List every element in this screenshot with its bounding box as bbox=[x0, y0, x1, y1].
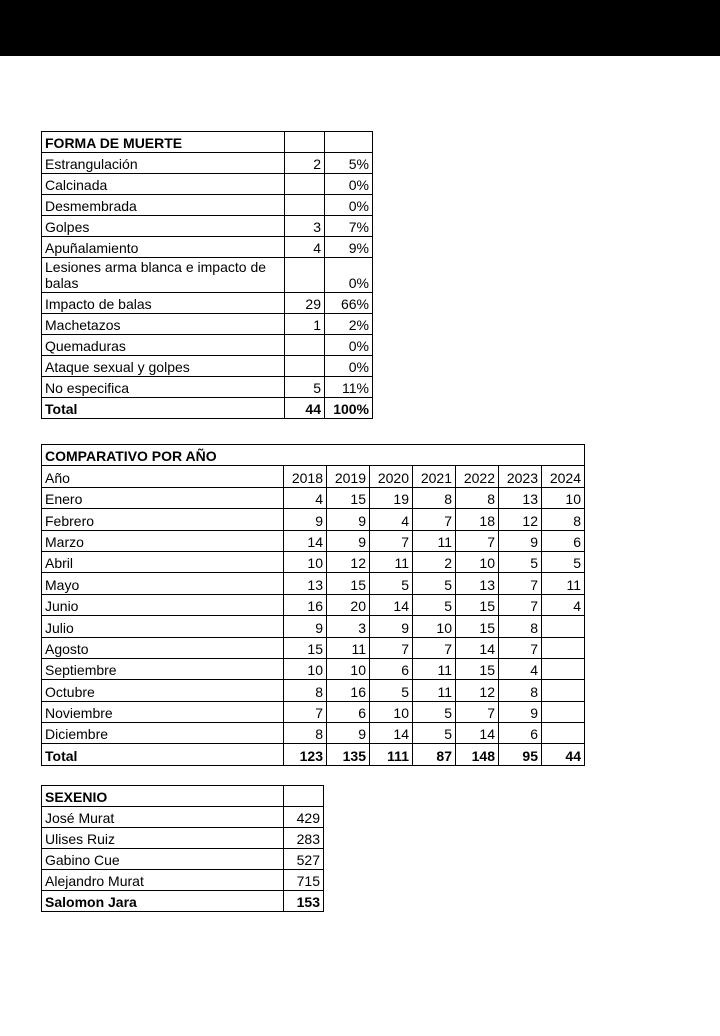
month-value: 5 bbox=[542, 551, 585, 572]
table-row bbox=[42, 616, 585, 637]
table-row bbox=[42, 509, 585, 530]
table-row: Ataque sexual y golpes 0% bbox=[42, 356, 373, 377]
table-row: Gabino Cue 527 bbox=[42, 849, 324, 870]
table-row bbox=[42, 680, 585, 701]
month-label: Marzo bbox=[42, 530, 284, 551]
table-row bbox=[42, 487, 585, 508]
month-value: 6 bbox=[327, 701, 370, 722]
month-value: 16 bbox=[284, 594, 327, 615]
comparativo-title: COMPARATIVO POR AÑO bbox=[42, 445, 585, 466]
table-row bbox=[42, 594, 585, 615]
total-row: Total 44 100% bbox=[42, 398, 373, 419]
month-value: 8 bbox=[542, 509, 585, 530]
sexenio-table bbox=[41, 785, 324, 912]
last-row: Salomon Jara 153 bbox=[42, 891, 324, 912]
month-value: 9 bbox=[327, 530, 370, 551]
table-header-row bbox=[42, 132, 373, 153]
month-value: 7 bbox=[370, 530, 413, 551]
month-value: 8 bbox=[499, 616, 542, 637]
table-row: Ulises Ruiz 283 bbox=[42, 828, 324, 849]
month-value: 5 bbox=[413, 573, 456, 594]
table-row: José Murat 429 bbox=[42, 807, 324, 828]
month-value: 5 bbox=[370, 573, 413, 594]
month-value bbox=[542, 637, 585, 658]
sexenio-title: SEXENIO bbox=[42, 786, 284, 807]
forma-title: FORMA DE MUERTE bbox=[42, 132, 285, 153]
month-value: 9 bbox=[499, 530, 542, 551]
year-header-row: Año 2018 2019 2020 2021 2022 2023 2024 bbox=[42, 466, 585, 487]
month-value: 7 bbox=[284, 701, 327, 722]
table-row bbox=[42, 637, 585, 658]
month-value: 8 bbox=[284, 723, 327, 744]
total-row: Total 123 135 111 87 148 95 44 bbox=[42, 744, 585, 765]
month-value: 15 bbox=[284, 637, 327, 658]
month-value: 8 bbox=[413, 487, 456, 508]
table-row bbox=[42, 530, 585, 551]
month-value: 11 bbox=[327, 637, 370, 658]
month-value: 19 bbox=[370, 487, 413, 508]
table-row: Desmembrada 0% bbox=[42, 195, 373, 216]
month-value: 4 bbox=[284, 487, 327, 508]
month-value: 7 bbox=[413, 509, 456, 530]
comparativo-por-ano-table bbox=[41, 444, 585, 766]
month-value: 9 bbox=[327, 723, 370, 744]
month-label: Mayo bbox=[42, 573, 284, 594]
month-label: Febrero bbox=[42, 509, 284, 530]
table-row: Lesiones arma blanca e impacto de balas 0% bbox=[42, 258, 373, 293]
month-value: 11 bbox=[413, 680, 456, 701]
table-header-row bbox=[42, 445, 585, 466]
month-value: 2 bbox=[413, 551, 456, 572]
month-label: Octubre bbox=[42, 680, 284, 701]
forma-de-muerte-table bbox=[41, 131, 373, 419]
month-value: 8 bbox=[456, 487, 499, 508]
table-row bbox=[42, 658, 585, 679]
month-value: 18 bbox=[456, 509, 499, 530]
table-row bbox=[42, 723, 585, 744]
month-value: 10 bbox=[413, 616, 456, 637]
month-value: 14 bbox=[284, 530, 327, 551]
month-value: 5 bbox=[413, 594, 456, 615]
month-value: 13 bbox=[284, 573, 327, 594]
table-row: Apuñalamiento 4 9% bbox=[42, 237, 373, 258]
month-label: Abril bbox=[42, 551, 284, 572]
table-row: Machetazos 1 2% bbox=[42, 314, 373, 335]
month-value: 7 bbox=[499, 594, 542, 615]
month-value: 14 bbox=[370, 723, 413, 744]
month-value: 15 bbox=[327, 573, 370, 594]
month-value: 8 bbox=[284, 680, 327, 701]
table-header-row bbox=[42, 786, 324, 807]
month-value: 4 bbox=[370, 509, 413, 530]
month-value bbox=[542, 680, 585, 701]
month-value bbox=[542, 658, 585, 679]
table-row: No especifica 5 11% bbox=[42, 377, 373, 398]
month-value: 12 bbox=[327, 551, 370, 572]
month-value: 10 bbox=[370, 701, 413, 722]
month-value: 13 bbox=[456, 573, 499, 594]
month-value: 15 bbox=[456, 616, 499, 637]
month-label: Diciembre bbox=[42, 723, 284, 744]
month-value: 10 bbox=[542, 487, 585, 508]
month-value: 15 bbox=[327, 487, 370, 508]
month-value: 20 bbox=[327, 594, 370, 615]
month-value: 9 bbox=[284, 616, 327, 637]
month-value: 8 bbox=[499, 680, 542, 701]
month-value: 13 bbox=[499, 487, 542, 508]
month-value: 4 bbox=[542, 594, 585, 615]
table-row bbox=[42, 551, 585, 572]
month-value: 16 bbox=[327, 680, 370, 701]
table-row: Alejandro Murat 715 bbox=[42, 870, 324, 891]
month-label: Septiembre bbox=[42, 658, 284, 679]
month-value: 5 bbox=[413, 723, 456, 744]
month-value: 9 bbox=[284, 509, 327, 530]
month-value: 6 bbox=[499, 723, 542, 744]
month-value: 14 bbox=[456, 723, 499, 744]
month-label: Junio bbox=[42, 594, 284, 615]
table-row: Estrangulación 2 5% bbox=[42, 153, 373, 174]
top-black-bar bbox=[0, 0, 720, 56]
month-label: Noviembre bbox=[42, 701, 284, 722]
table-row: Golpes 3 7% bbox=[42, 216, 373, 237]
month-value: 7 bbox=[499, 637, 542, 658]
month-value: 15 bbox=[456, 658, 499, 679]
month-value: 12 bbox=[456, 680, 499, 701]
month-value: 10 bbox=[456, 551, 499, 572]
table-row bbox=[42, 701, 585, 722]
month-value: 14 bbox=[456, 637, 499, 658]
table-row bbox=[42, 573, 585, 594]
month-value: 7 bbox=[456, 530, 499, 551]
table-row: Calcinada 0% bbox=[42, 174, 373, 195]
month-value: 5 bbox=[370, 680, 413, 701]
month-label: Enero bbox=[42, 487, 284, 508]
month-label: Agosto bbox=[42, 637, 284, 658]
month-value: 5 bbox=[499, 551, 542, 572]
month-value: 14 bbox=[370, 594, 413, 615]
month-value: 10 bbox=[284, 658, 327, 679]
table-row: Impacto de balas 29 66% bbox=[42, 293, 373, 314]
month-value: 9 bbox=[327, 509, 370, 530]
month-value: 15 bbox=[456, 594, 499, 615]
month-value: 6 bbox=[370, 658, 413, 679]
month-value: 7 bbox=[370, 637, 413, 658]
month-value: 7 bbox=[499, 573, 542, 594]
month-value: 4 bbox=[499, 658, 542, 679]
month-value bbox=[542, 701, 585, 722]
month-value: 6 bbox=[542, 530, 585, 551]
month-value: 3 bbox=[327, 616, 370, 637]
month-value: 11 bbox=[542, 573, 585, 594]
table-row: Quemaduras 0% bbox=[42, 335, 373, 356]
month-value bbox=[542, 616, 585, 637]
month-value: 9 bbox=[370, 616, 413, 637]
month-value: 7 bbox=[456, 701, 499, 722]
month-value bbox=[542, 723, 585, 744]
month-value: 9 bbox=[499, 701, 542, 722]
month-value: 12 bbox=[499, 509, 542, 530]
month-value: 11 bbox=[370, 551, 413, 572]
month-label: Julio bbox=[42, 616, 284, 637]
month-value: 7 bbox=[413, 637, 456, 658]
month-value: 11 bbox=[413, 530, 456, 551]
month-value: 10 bbox=[327, 658, 370, 679]
month-value: 11 bbox=[413, 658, 456, 679]
month-value: 10 bbox=[284, 551, 327, 572]
month-value: 5 bbox=[413, 701, 456, 722]
